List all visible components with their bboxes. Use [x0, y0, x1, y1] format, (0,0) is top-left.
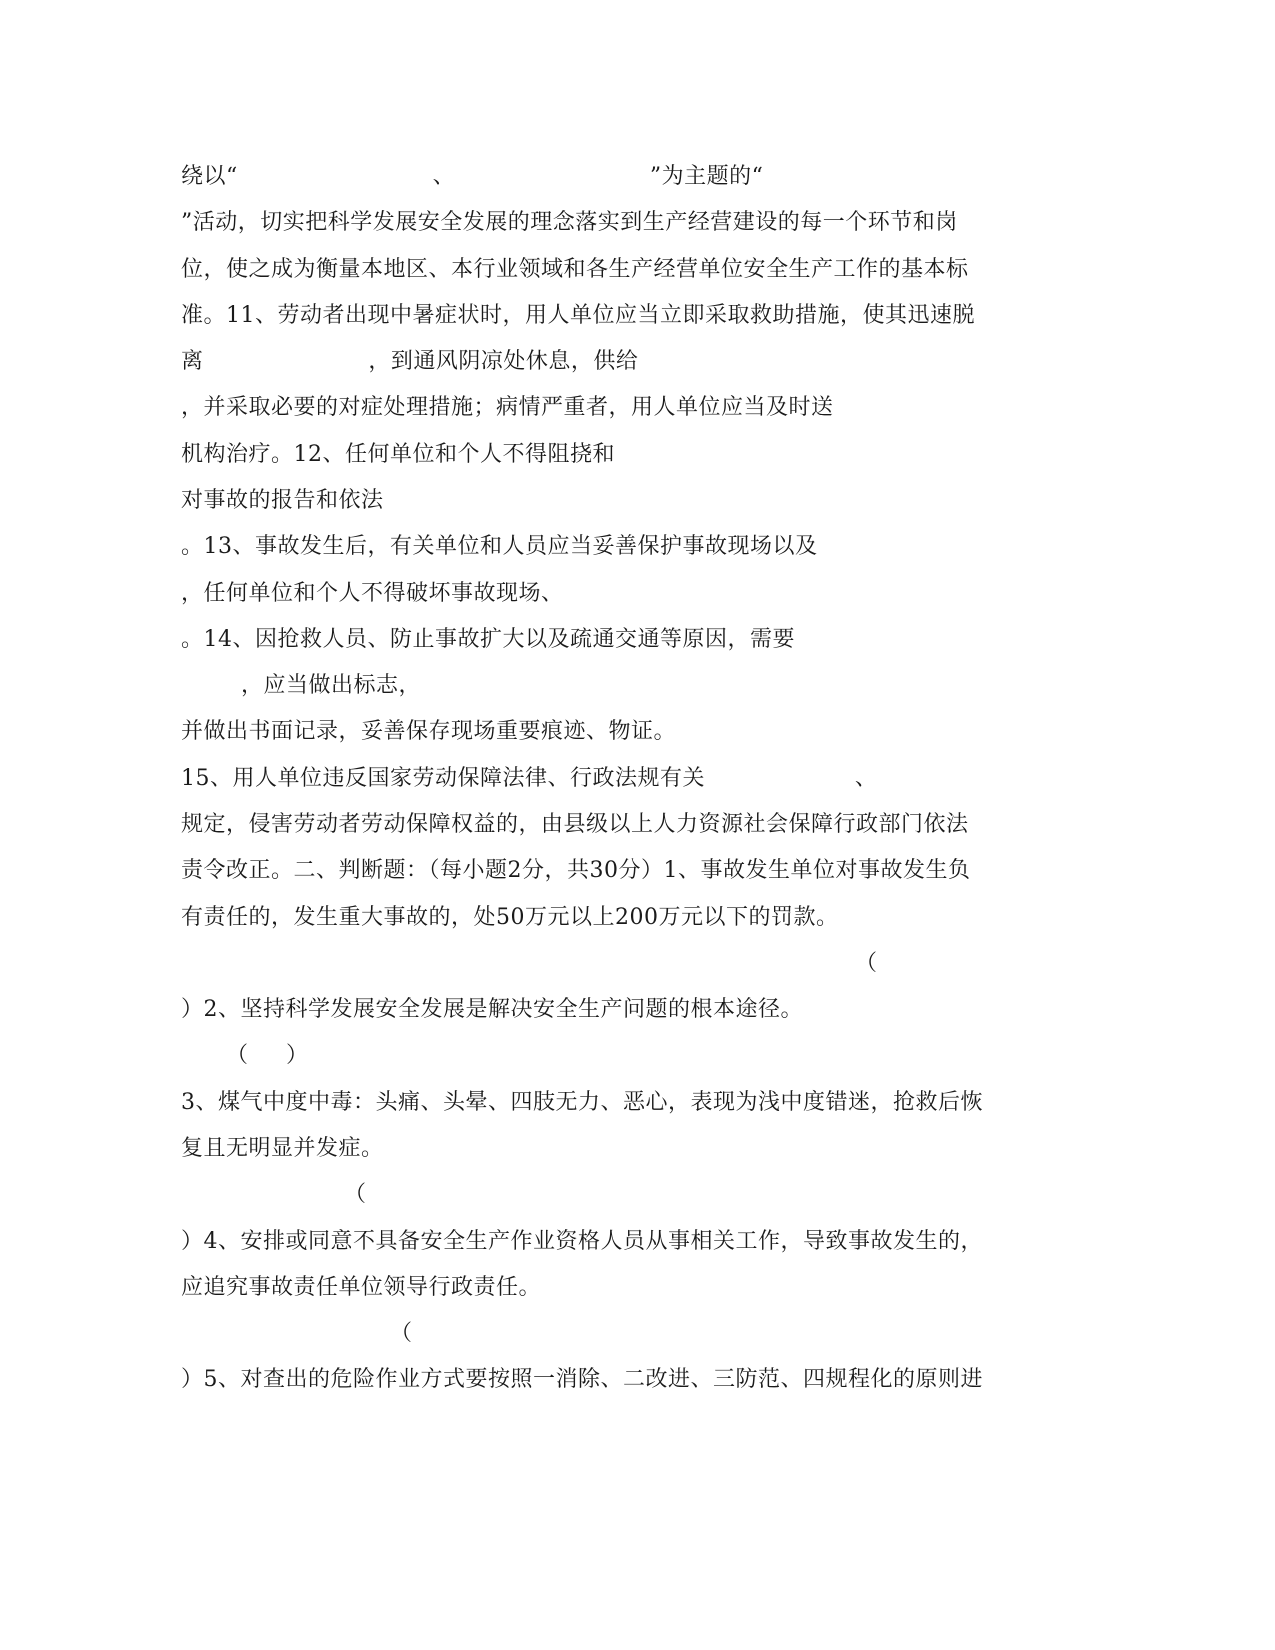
- text-line: 准。11、劳动者出现中暑症状时，用人单位应当立即采取救助措施，使其迅速脱: [181, 303, 975, 328]
- text-line: 责令改正。二、判断题：（每小题2分，共30分）1、事故发生单位对事故发生负: [181, 858, 971, 883]
- text-line: 。14、因抢救人员、防止事故扩大以及疏通交通等原因，需要: [181, 627, 795, 652]
- answer-bracket: （: [390, 1321, 413, 1346]
- text-line: 3、煤气中度中毒：头痛、头晕、四肢无力、恶心，表现为浅中度错迷，抢救后恢: [181, 1090, 983, 1115]
- text-line: ，应当做出标志，: [181, 673, 421, 698]
- text-line: ，并采取必要的对症处理措施；病情严重者，用人单位应当及时送: [181, 395, 834, 420]
- text-line: 对事故的报告和依法: [181, 488, 384, 513]
- answer-bracket: （: [855, 951, 878, 976]
- text-line: 离 ，到通风阴凉处休息，供给: [181, 349, 639, 374]
- text-line: ）5、对查出的危险作业方式要按照一消除、二改进、三防范、四规程化的原则进: [181, 1367, 983, 1392]
- text-line: 15、用人单位违反国家劳动保障法律、行政法规有关 、: [181, 766, 878, 791]
- text-line: 位，使之成为衡量本地区、本行业领域和各生产经营单位安全生产工作的基本标: [181, 257, 969, 282]
- text-line: 有责任的，发生重大事故的，处50万元以上200万元以下的罚款。: [181, 905, 839, 930]
- text-line: 并做出书面记录，妥善保存现场重要痕迹、物证。: [181, 719, 677, 744]
- text-line: ）4、安排或同意不具备安全生产作业资格人员从事相关工作，导致事故发生的，: [181, 1229, 983, 1254]
- text-line: ）2、坚持科学发展安全发展是解决安全生产问题的根本途径。: [181, 997, 803, 1022]
- answer-bracket: （ ）: [226, 1043, 309, 1068]
- text-line: 。13、事故发生后，有关单位和人员应当妥善保护事故现场以及: [181, 534, 818, 559]
- text-line: 机构治疗。12、任何单位和个人不得阻挠和: [181, 442, 615, 467]
- text-line: 应追究事故责任单位领导行政责任。: [181, 1275, 542, 1300]
- text-line: ，任何单位和个人不得破坏事故现场、: [181, 581, 564, 606]
- answer-bracket: （: [344, 1182, 367, 1207]
- text-line: ”活动，切实把科学发展安全发展的理念落实到生产经营建设的每一个环节和岗: [181, 210, 958, 235]
- text-line: 绕以“ 、 ”为主题的“: [181, 164, 764, 189]
- text-line: 规定，侵害劳动者劳动保障权益的，由县级以上人力资源社会保障行政部门依法: [181, 812, 969, 837]
- text-line: 复且无明显并发症。: [181, 1136, 384, 1161]
